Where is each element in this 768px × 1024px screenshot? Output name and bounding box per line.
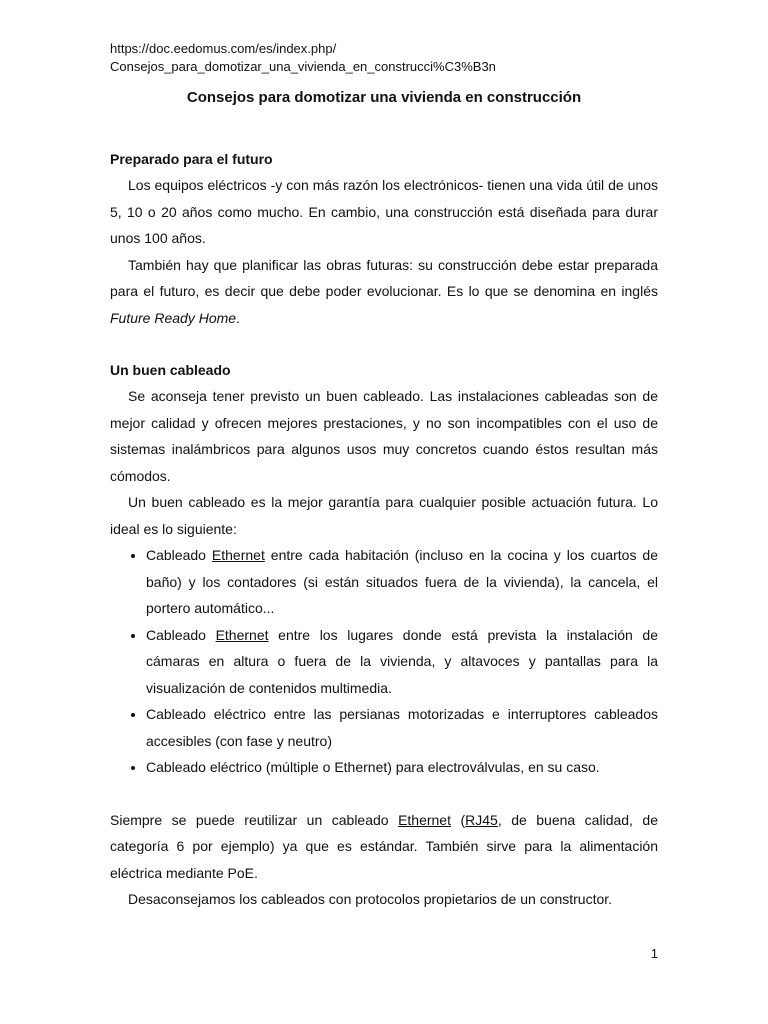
document-page xyxy=(110,40,658,913)
list-item: • Cableado eléctrico (múltiple o Ethernet) para electroválvulas, en su caso. xyxy=(146,754,658,781)
list-item: • Cableado Ethernet entre cada habitación (incluso en la cocina y los cuartos de baño) y los contadores (si están situados fuera de la vivienda), la cancela, el portero automático... xyxy=(146,542,658,622)
section-heading-cableado: Un buen cableado xyxy=(110,362,231,378)
ethernet-link[interactable]: Ethernet xyxy=(398,811,451,828)
paragraph: También hay que planificar las obras futuras: su construcción debe estar preparada para el futuro, es decir que debe poder evolucionar. Es lo que se denomina en inglés Future Ready Home. xyxy=(110,256,658,326)
section-heading-preparado: Preparado para el futuro xyxy=(110,151,273,167)
bullet-list xyxy=(110,542,658,781)
source-url-line1: https://doc.eedomus.com/es/index.php/ xyxy=(110,41,337,56)
paragraph: Un buen cableado es la mejor garantía para cualquier posible actuación futura. Lo ideal es lo siguiente: xyxy=(110,494,658,537)
ethernet-link[interactable]: Ethernet xyxy=(215,626,269,643)
list-item: • Cableado Ethernet entre los lugares donde está prevista la instalación de cámaras en altura o fuera de la vivienda, y altavoces y pantallas para la visualización de contenidos multimedia. xyxy=(146,622,658,702)
paragraph: Se aconseja tener previsto un buen cableado. Las instalaciones cableadas son de mejor calidad y ofrecen mejores prestaciones, y no son incompatibles con el uso de sistemas inalámbricos para algunos usos muy concretos cuando éstos resultan más cómodos. xyxy=(110,388,658,484)
page-number: 1 xyxy=(650,946,658,961)
paragraph: Siempre se puede reutilizar un cableado Ethernet (RJ45, de buena calidad, de categoría 6 por ejemplo) ya que es estándar. También sirve para la alimentación eléctrica mediante PoE. xyxy=(110,811,658,881)
source-url-line2: Consejos_para_domotizar_una_vivienda_en_construcci%C3%B3n xyxy=(110,59,496,74)
rj45-link[interactable]: RJ45 xyxy=(465,811,498,828)
list-item: • Cableado eléctrico entre las persianas motorizadas e interruptores cableados accesibles (con fase y neutro) xyxy=(146,701,658,754)
emphasis-text: Future Ready Home xyxy=(110,309,237,326)
paragraph: Los equipos eléctricos -y con más razón los electrónicos- tienen una vida útil de unos 5, 10 o 20 años como mucho. En cambio, una construcción está diseñada para durar unos 100 años. xyxy=(110,177,658,246)
ethernet-link[interactable]: Ethernet xyxy=(211,547,265,563)
paragraph: Desaconsejamos los cableados con protocolos propietarios de un constructor. xyxy=(128,891,613,907)
document-title: Consejos para domotizar una vivienda en construcción xyxy=(186,89,582,106)
